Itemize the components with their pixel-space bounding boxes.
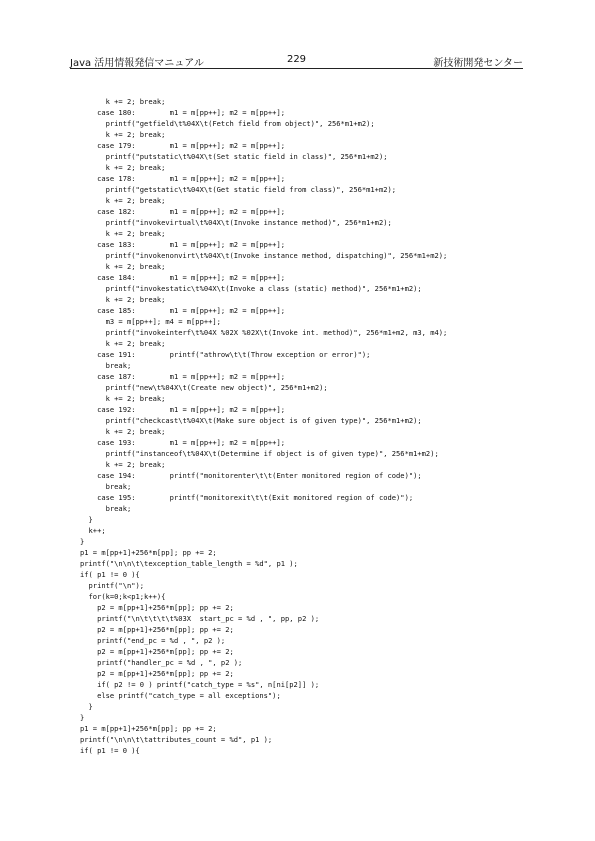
code-line: case 192: m1 = m[pp++]; m2 = m[pp++]; [80,405,285,414]
code-line: case 193: m1 = m[pp++]; m2 = m[pp++]; [80,438,285,447]
code-line: k += 2; break; [80,295,166,304]
code-line: k += 2; break; [80,262,166,271]
code-line: k++; [80,526,106,535]
code-line: if( p1 != 0 ){ [80,746,140,755]
code-line: k += 2; break; [80,427,166,436]
code-line: printf("getstatic\t%04X\t(Get static field from class)", 256*m1+m2); [80,185,397,194]
header-rule [70,68,523,69]
code-line: else printf("catch_type = all exceptions"); [80,691,281,700]
code-line: p2 = m[pp+1]+256*m[pp]; pp += 2; [80,669,234,678]
code-line: printf("\n"); [80,581,145,590]
code-line: case 178: m1 = m[pp++]; m2 = m[pp++]; [80,174,285,183]
code-line: case 179: m1 = m[pp++]; m2 = m[pp++]; [80,141,285,150]
code-line: case 180: m1 = m[pp++]; m2 = m[pp++]; [80,108,285,117]
code-listing [80,96,550,756]
code-line: } [80,537,85,546]
code-line: printf("invokeinterf\t%04X %02X %02X\t(Invoke int. method)", 256*m1+m2, m3, m4); [80,328,448,337]
code-line: printf("putstatic\t%04X\t(Set static field in class)", 256*m1+m2); [80,152,388,161]
code-line: } [80,713,85,722]
code-line: if( p2 != 0 ) printf("catch_type = %s", n[ni[p2]] ); [80,680,320,689]
code-line: p1 = m[pp+1]+256*m[pp]; pp += 2; [80,548,217,557]
code-line: break; [80,482,132,491]
code-line: k += 2; break; [80,196,166,205]
code-line: k += 2; break; [80,97,166,106]
code-line: p2 = m[pp+1]+256*m[pp]; pp += 2; [80,625,234,634]
code-line: break; [80,504,132,513]
code-line: case 194: printf("monitorenter\t\t(Enter monitored region of code)"); [80,471,422,480]
code-line: printf("\n\n\t\texception_table_length = %d", p1 ); [80,559,298,568]
code-line: p1 = m[pp+1]+256*m[pp]; pp += 2; [80,724,217,733]
code-line: printf("handler_pc = %d , ", p2 ); [80,658,243,667]
code-line: case 185: m1 = m[pp++]; m2 = m[pp++]; [80,306,285,315]
code-line: case 195: printf("monitorexit\t\t(Exit monitored region of code)"); [80,493,414,502]
code-line: } [80,515,93,524]
code-line: break; [80,361,132,370]
code-line: case 183: m1 = m[pp++]; m2 = m[pp++]; [80,240,285,249]
code-line: k += 2; break; [80,130,166,139]
code-line: } [80,702,93,711]
code-line: case 187: m1 = m[pp++]; m2 = m[pp++]; [80,372,285,381]
code-line: case 184: m1 = m[pp++]; m2 = m[pp++]; [80,273,285,282]
code-line: k += 2; break; [80,163,166,172]
header-organization: 新技術開発センター [433,58,523,69]
code-line: case 182: m1 = m[pp++]; m2 = m[pp++]; [80,207,285,216]
code-line: printf("checkcast\t%04X\t(Make sure object is of given type)", 256*m1+m2); [80,416,422,425]
code-line: k += 2; break; [80,394,166,403]
code-line: m3 = m[pp++]; m4 = m[pp++]; [80,317,221,326]
code-line: printf("new\t%04X\t(Create new object)", 256*m1+m2); [80,383,328,392]
code-line: printf("getfield\t%04X\t(Fetch field from object)", 256*m1+m2); [80,119,375,128]
code-line: printf("end_pc = %d , ", p2 ); [80,636,226,645]
header-title: Java 活用情報発信マニュアル [70,58,204,69]
code-line: printf("invokevirtual\t%04X\t(Invoke instance method)", 256*m1+m2); [80,218,392,227]
code-line: printf("invokenonvirt\t%04X\t(Invoke instance method, dispatching)", 256*m1+m2); [80,251,448,260]
code-line: k += 2; break; [80,229,166,238]
code-line: printf("\n\n\t\tattributes_count = %d", p1 ); [80,735,273,744]
code-line: printf("invokestatic\t%04X\t(Invoke a class (static) method)", 256*m1+m2); [80,284,422,293]
code-line: printf("instanceof\t%04X\t(Determine if object is of given type)", 256*m1+m2); [80,449,439,458]
code-line: case 191: printf("athrow\t\t(Throw exception or error)"); [80,350,371,359]
code-line: k += 2; break; [80,460,166,469]
page-number: 229 [286,54,307,65]
code-line: printf("\n\t\t\t\t%03X start_pc = %d , ", pp, p2 ); [80,614,320,623]
code-line: if( p1 != 0 ){ [80,570,140,579]
code-line: p2 = m[pp+1]+256*m[pp]; pp += 2; [80,647,234,656]
code-line: p2 = m[pp+1]+256*m[pp]; pp += 2; [80,603,234,612]
code-line: for(k=0;k<p1;k++){ [80,592,166,601]
code-line: k += 2; break; [80,339,166,348]
